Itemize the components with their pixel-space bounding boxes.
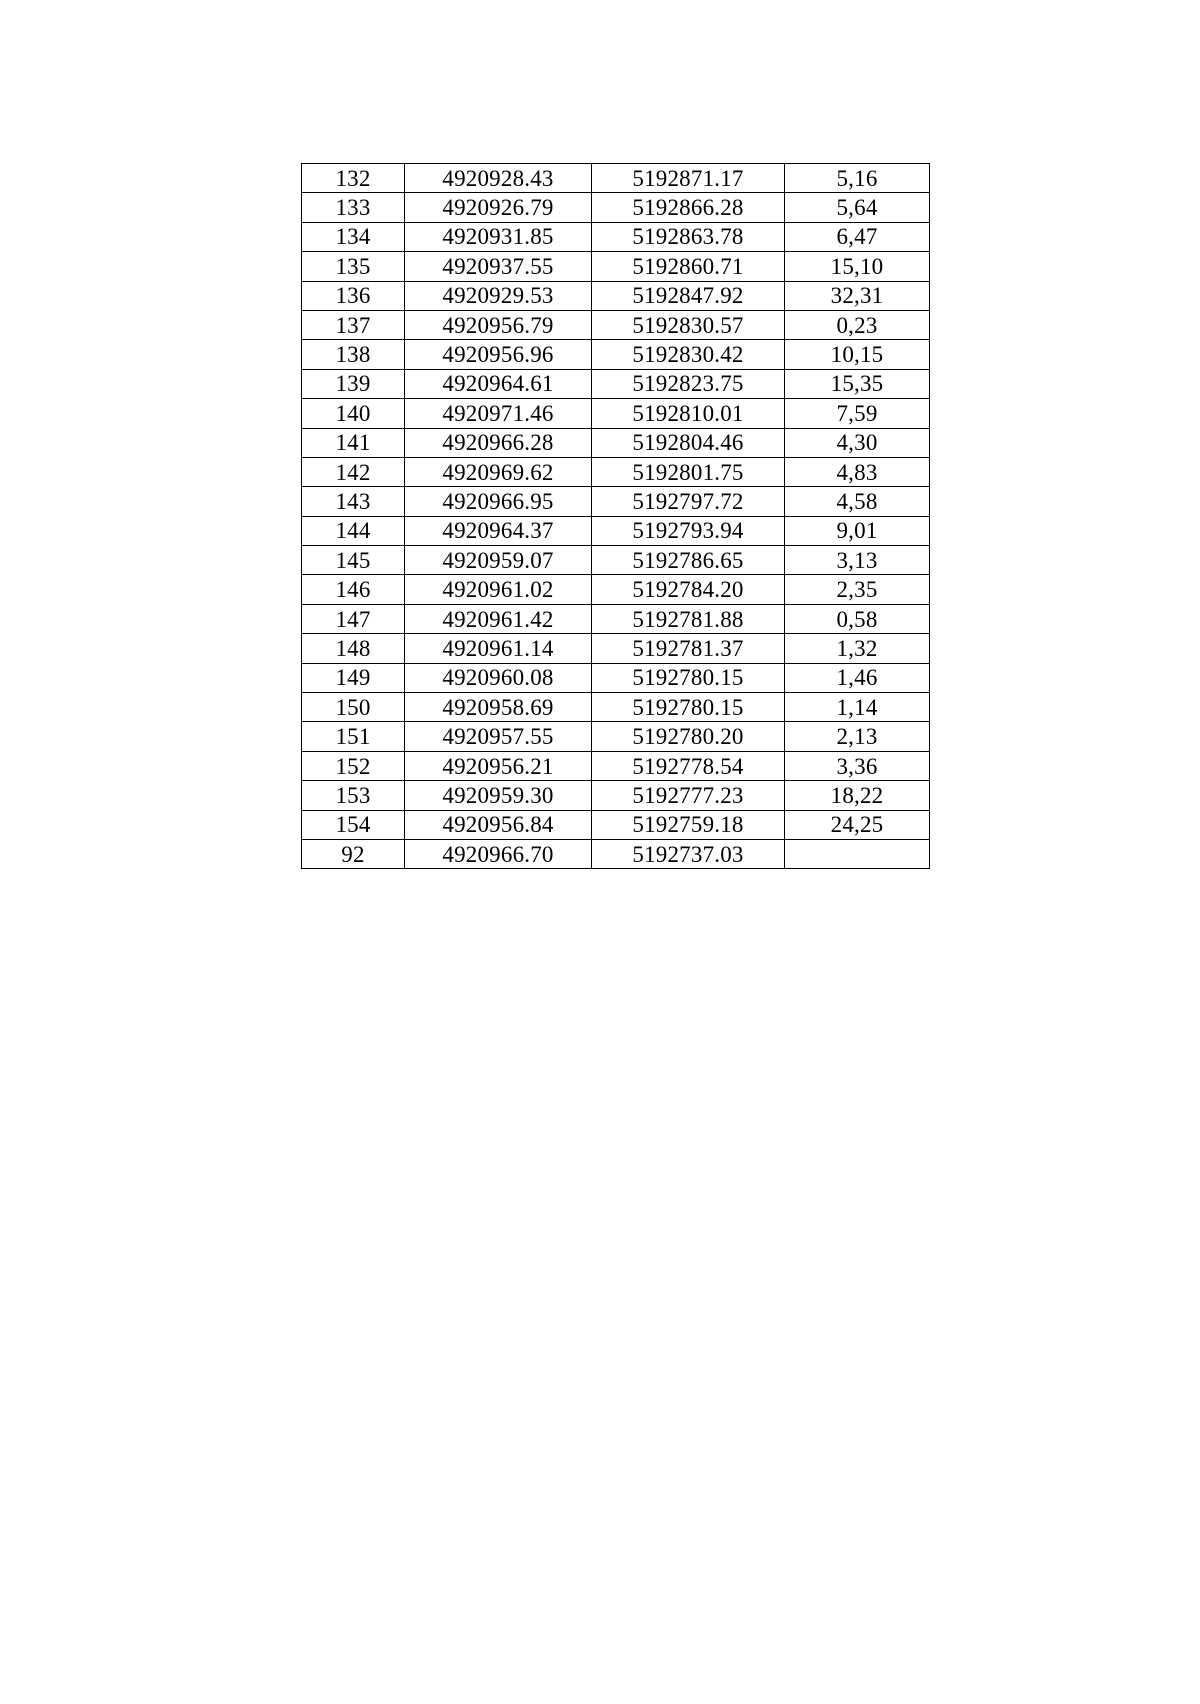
- distance-cell: 32,31: [785, 281, 930, 310]
- distance-cell: 1,14: [785, 693, 930, 722]
- point-number-cell: 141: [302, 428, 405, 457]
- distance-cell: 15,10: [785, 252, 930, 281]
- distance-cell: 0,58: [785, 604, 930, 633]
- x-coordinate-cell: 4920959.30: [405, 781, 592, 810]
- x-coordinate-cell: 4920956.96: [405, 340, 592, 369]
- distance-cell: 3,36: [785, 751, 930, 780]
- table-row: [302, 193, 930, 222]
- distance-cell: 1,46: [785, 663, 930, 692]
- x-coordinate-cell: 4920961.02: [405, 575, 592, 604]
- distance-cell: 2,35: [785, 575, 930, 604]
- table-row: [302, 222, 930, 251]
- x-coordinate-cell: 4920926.79: [405, 193, 592, 222]
- point-number-cell: 145: [302, 546, 405, 575]
- x-coordinate-cell: 4920959.07: [405, 546, 592, 575]
- point-number-cell: 152: [302, 751, 405, 780]
- y-coordinate-cell: 5192847.92: [592, 281, 785, 310]
- y-coordinate-cell: 5192804.46: [592, 428, 785, 457]
- distance-cell: 15,35: [785, 369, 930, 398]
- distance-cell: 5,64: [785, 193, 930, 222]
- distance-cell: 7,59: [785, 399, 930, 428]
- x-coordinate-cell: 4920966.95: [405, 487, 592, 516]
- y-coordinate-cell: 5192781.88: [592, 604, 785, 633]
- table-row: [302, 751, 930, 780]
- y-coordinate-cell: 5192777.23: [592, 781, 785, 810]
- table-row: [302, 164, 930, 193]
- distance-cell: 2,13: [785, 722, 930, 751]
- y-coordinate-cell: 5192797.72: [592, 487, 785, 516]
- distance-cell: 24,25: [785, 810, 930, 839]
- point-number-cell: 137: [302, 310, 405, 339]
- point-number-cell: 136: [302, 281, 405, 310]
- table-row: [302, 546, 930, 575]
- table-row: [302, 839, 930, 868]
- x-coordinate-cell: 4920928.43: [405, 164, 592, 193]
- x-coordinate-cell: 4920957.55: [405, 722, 592, 751]
- point-number-cell: 143: [302, 487, 405, 516]
- point-number-cell: 139: [302, 369, 405, 398]
- distance-cell: 1,32: [785, 634, 930, 663]
- distance-cell: 6,47: [785, 222, 930, 251]
- y-coordinate-cell: 5192780.15: [592, 663, 785, 692]
- table-row: [302, 604, 930, 633]
- point-number-cell: 92: [302, 839, 405, 868]
- point-number-cell: 135: [302, 252, 405, 281]
- y-coordinate-cell: 5192759.18: [592, 810, 785, 839]
- y-coordinate-cell: 5192737.03: [592, 839, 785, 868]
- point-number-cell: 146: [302, 575, 405, 604]
- table-row: [302, 428, 930, 457]
- point-number-cell: 134: [302, 222, 405, 251]
- table-row: [302, 810, 930, 839]
- table-row: [302, 575, 930, 604]
- y-coordinate-cell: 5192784.20: [592, 575, 785, 604]
- y-coordinate-cell: 5192793.94: [592, 516, 785, 545]
- y-coordinate-cell: 5192823.75: [592, 369, 785, 398]
- table-row: [302, 281, 930, 310]
- point-number-cell: 138: [302, 340, 405, 369]
- distance-cell: 4,83: [785, 457, 930, 486]
- table-row: [302, 781, 930, 810]
- x-coordinate-cell: 4920969.62: [405, 457, 592, 486]
- point-number-cell: 142: [302, 457, 405, 486]
- table-row: [302, 310, 930, 339]
- point-number-cell: 153: [302, 781, 405, 810]
- distance-cell: 3,13: [785, 546, 930, 575]
- x-coordinate-cell: 4920958.69: [405, 693, 592, 722]
- x-coordinate-cell: 4920956.84: [405, 810, 592, 839]
- point-number-cell: 132: [302, 164, 405, 193]
- coordinates-table: [301, 163, 930, 869]
- x-coordinate-cell: 4920937.55: [405, 252, 592, 281]
- point-number-cell: 144: [302, 516, 405, 545]
- table-row: [302, 457, 930, 486]
- y-coordinate-cell: 5192830.57: [592, 310, 785, 339]
- point-number-cell: 154: [302, 810, 405, 839]
- distance-cell: 10,15: [785, 340, 930, 369]
- distance-cell: 5,16: [785, 164, 930, 193]
- point-number-cell: 150: [302, 693, 405, 722]
- x-coordinate-cell: 4920964.37: [405, 516, 592, 545]
- y-coordinate-cell: 5192866.28: [592, 193, 785, 222]
- x-coordinate-cell: 4920964.61: [405, 369, 592, 398]
- table-row: [302, 516, 930, 545]
- table-row: [302, 340, 930, 369]
- y-coordinate-cell: 5192778.54: [592, 751, 785, 780]
- x-coordinate-cell: 4920961.42: [405, 604, 592, 633]
- point-number-cell: 133: [302, 193, 405, 222]
- point-number-cell: 151: [302, 722, 405, 751]
- table-row: [302, 487, 930, 516]
- y-coordinate-cell: 5192810.01: [592, 399, 785, 428]
- y-coordinate-cell: 5192871.17: [592, 164, 785, 193]
- y-coordinate-cell: 5192780.20: [592, 722, 785, 751]
- x-coordinate-cell: 4920966.70: [405, 839, 592, 868]
- y-coordinate-cell: 5192786.65: [592, 546, 785, 575]
- y-coordinate-cell: 5192781.37: [592, 634, 785, 663]
- point-number-cell: 148: [302, 634, 405, 663]
- x-coordinate-cell: 4920961.14: [405, 634, 592, 663]
- distance-cell: 4,30: [785, 428, 930, 457]
- distance-cell: [785, 839, 930, 868]
- x-coordinate-cell: 4920929.53: [405, 281, 592, 310]
- point-number-cell: 140: [302, 399, 405, 428]
- table-row: [302, 663, 930, 692]
- x-coordinate-cell: 4920971.46: [405, 399, 592, 428]
- y-coordinate-cell: 5192863.78: [592, 222, 785, 251]
- point-number-cell: 147: [302, 604, 405, 633]
- point-number-cell: 149: [302, 663, 405, 692]
- distance-cell: 4,58: [785, 487, 930, 516]
- y-coordinate-cell: 5192860.71: [592, 252, 785, 281]
- y-coordinate-cell: 5192780.15: [592, 693, 785, 722]
- table-row: [302, 369, 930, 398]
- table-row: [302, 399, 930, 428]
- coordinates-table-body: [302, 164, 930, 869]
- distance-cell: 0,23: [785, 310, 930, 339]
- x-coordinate-cell: 4920956.79: [405, 310, 592, 339]
- table-row: [302, 634, 930, 663]
- x-coordinate-cell: 4920956.21: [405, 751, 592, 780]
- table-row: [302, 693, 930, 722]
- distance-cell: 18,22: [785, 781, 930, 810]
- x-coordinate-cell: 4920966.28: [405, 428, 592, 457]
- table-row: [302, 722, 930, 751]
- y-coordinate-cell: 5192830.42: [592, 340, 785, 369]
- x-coordinate-cell: 4920960.08: [405, 663, 592, 692]
- table-row: [302, 252, 930, 281]
- distance-cell: 9,01: [785, 516, 930, 545]
- y-coordinate-cell: 5192801.75: [592, 457, 785, 486]
- x-coordinate-cell: 4920931.85: [405, 222, 592, 251]
